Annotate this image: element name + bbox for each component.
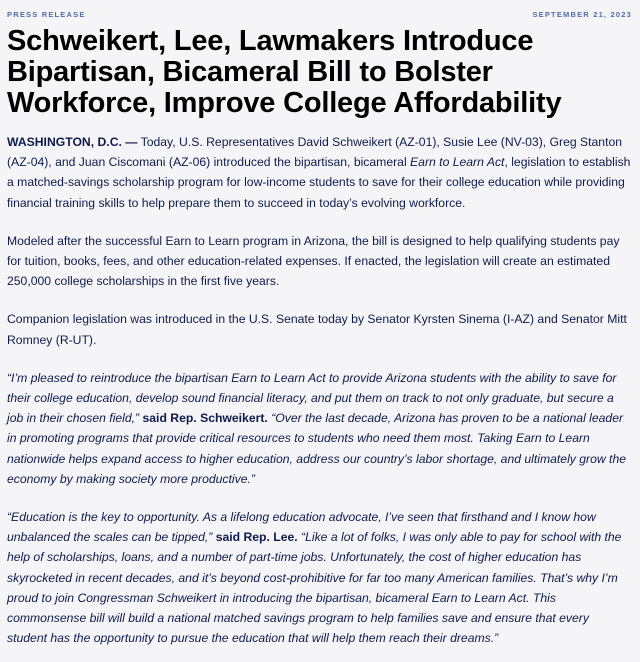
speaker-schweikert: said Rep. Schweikert.: [139, 411, 268, 426]
quote-lee-a: “Education is the key to opportunity. As a lifelong education advocate, I’ve seen that firsthand and I know how unbalanced the scales can be tipped,”: [7, 510, 596, 545]
release-date: SEPTEMBER 21, 2023: [532, 9, 632, 19]
paragraph-quote-schweikert: [7, 368, 632, 489]
quote-schweikert-a: “I’m pleased to reintroduce the bipartisan Earn to Learn Act to provide Arizona students with the ability to save for their college education, develop sound financial literacy, and put them on track to not only graduate, but secure a job in their chosen field,”: [7, 370, 617, 426]
headline: Schweikert, Lee, Lawmakers Introduce Bipartisan, Bicameral Bill to Bolster Workforce, Improve College Affordability: [7, 25, 562, 119]
dateline: WASHINGTON, D.C. —: [7, 135, 138, 149]
speaker-lee: said Rep. Lee.: [212, 530, 298, 545]
press-release-label: PRESS RELEASE: [7, 9, 86, 19]
paragraph-quote-lee: [7, 507, 632, 648]
intro-text-b: , legislation to establish a matched-savings scholarship program for low-income students to save for their college education while providing financial training skills to help prepare them to succeed in today’s evolving workforce.: [7, 155, 631, 210]
quote-lee-b: “Like a lot of folks, I was only able to pay for school with the help of scholarships, loans, and a number of part-time jobs. Unfortunately, the cost of higher education has skyrocketed in recent decades, and it’s beyond cost-prohibitive for far too many American families. That’s why I’m proud to join Congressman Schweikert in introducing the bipartisan, bicameral Earn to Learn Act. This commonsense bill will build a national matched savings program to help families save and ensure that every student has the opportunity to pursue the education that will help them reach their dreams.”: [7, 530, 622, 646]
top-bar: [7, 0, 632, 24]
bill-name: Earn to Learn Act: [410, 155, 505, 170]
paragraph-companion: Companion legislation was introduced in the U.S. Senate today by Senator Kyrsten Sinema (I-AZ) and Senator Mitt Romney (R-UT).: [7, 312, 627, 347]
intro-text-a: Today, U.S. Representatives David Schweikert (AZ-01), Susie Lee (NV-03), Greg Stanton (AZ-04), and Juan Ciscomani (AZ-06) introduced the bipartisan, bicameral: [7, 135, 623, 170]
paragraph-modeled: Modeled after the successful Earn to Learn program in Arizona, the bill is designed to help qualifying students pay for tuition, books, fees, and other education-related expenses. If enacted, the legislation will create an estimated 250,000 college scholarships in the first five years.: [7, 233, 620, 289]
quote-schweikert-b: “Over the last decade, Arizona has proven to be a national leader in promoting programs that provide critical resources to students who need them most. Taking Earn to Learn nationwide helps expand access to higher education, address our country’s labor shortage, and ultimately grow the economy by making society more productive.”: [7, 411, 627, 486]
paragraph-intro: [7, 132, 632, 213]
article-body: [7, 132, 632, 648]
